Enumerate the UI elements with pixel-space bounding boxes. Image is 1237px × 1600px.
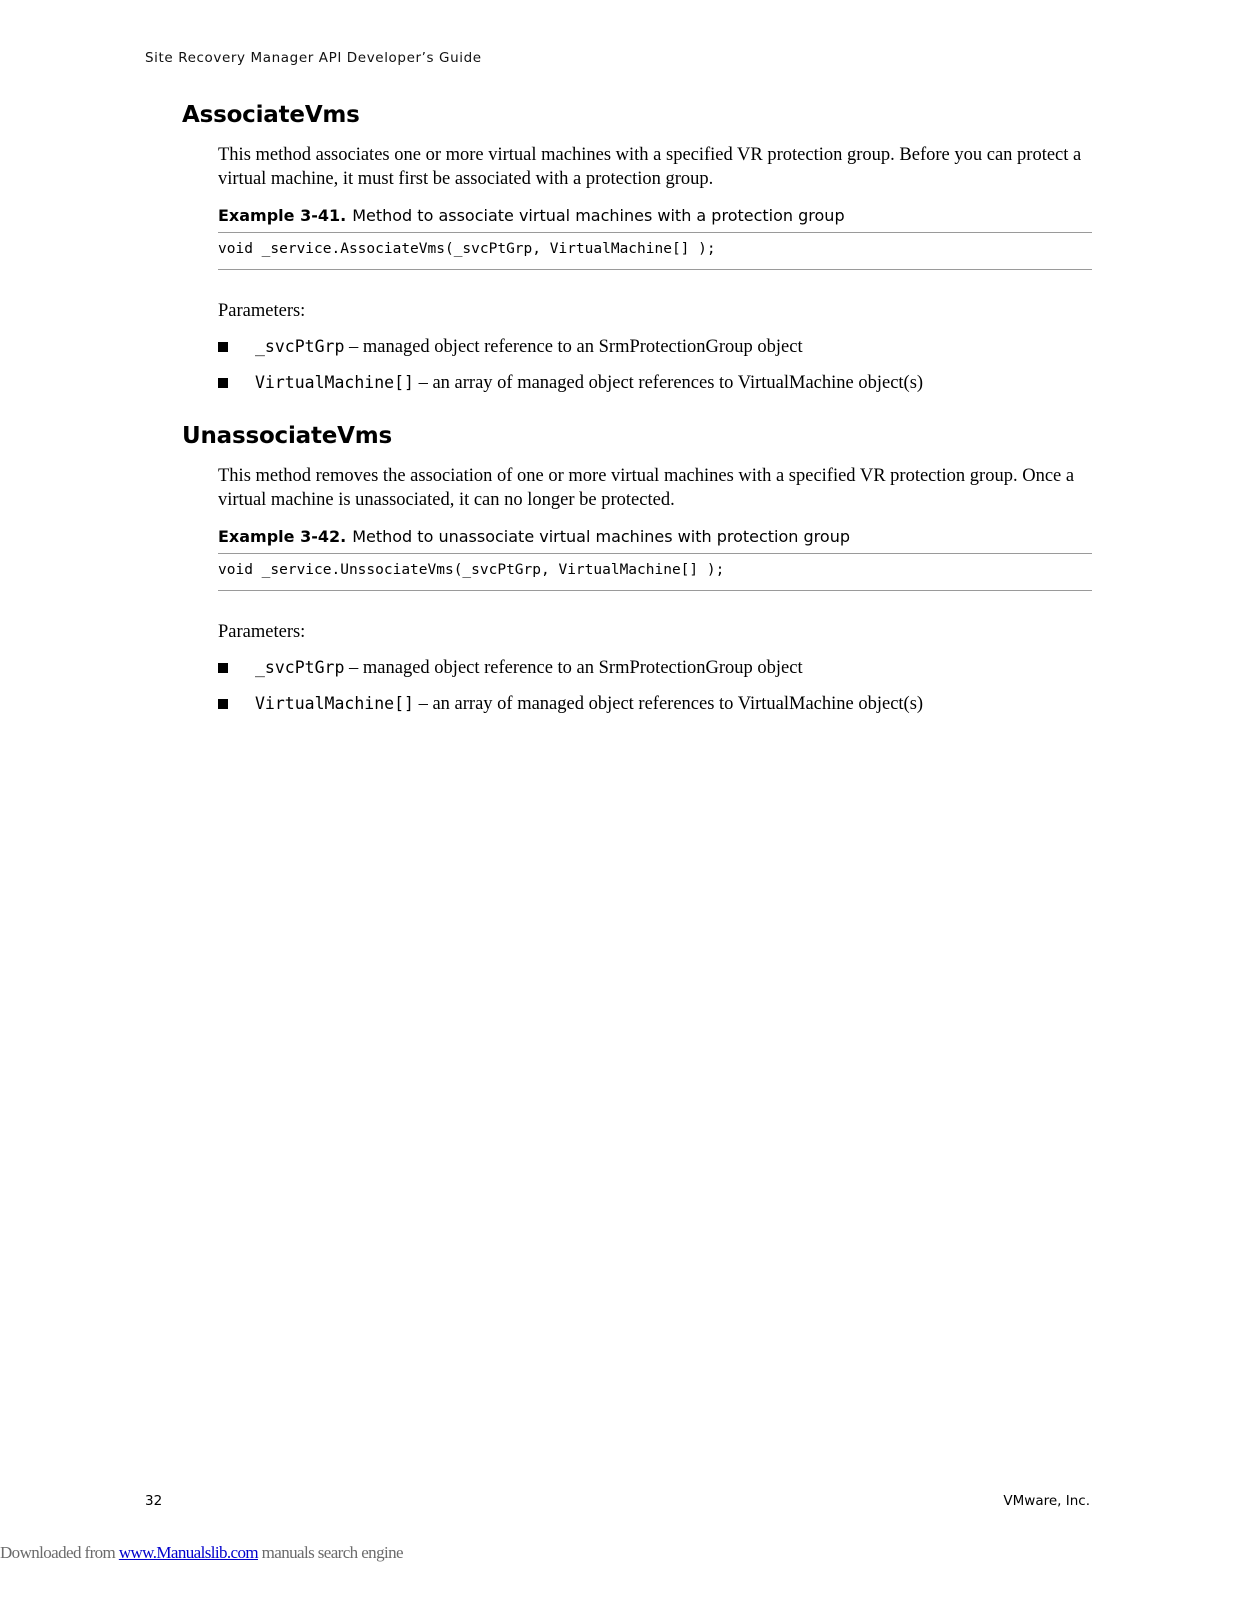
download-suffix: manuals search engine xyxy=(258,1543,403,1562)
example-number: Example 3-41. xyxy=(218,206,347,225)
parameter-item xyxy=(218,656,1092,680)
section-description: This method removes the association of one or more virtual machines with a specified VR protection group. Once a virtual machine is unassociated, it can no longer be protected. xyxy=(218,466,1075,510)
parameter-description: – managed object reference to an SrmProtectionGroup object xyxy=(344,658,803,678)
section-heading: UnassociateVms xyxy=(182,423,393,449)
parameters-label: Parameters: xyxy=(218,622,306,642)
square-bullet-icon xyxy=(218,342,228,352)
section-description: This method associates one or more virtual machines with a specified VR protection group. Before you can protect a virtual machine, it must first be associated with a protection group. xyxy=(218,145,1082,189)
parameter-description: – managed object reference to an SrmProtectionGroup object xyxy=(344,337,803,357)
parameter-item xyxy=(218,371,1092,395)
parameter-item xyxy=(218,692,1092,716)
parameter-description: – an array of managed object references to VirtualMachine object(s) xyxy=(413,373,924,393)
parameter-name: VirtualMachine[] xyxy=(255,373,414,392)
manualslib-link[interactable]: www.Manualslib.com xyxy=(118,1543,259,1562)
parameter-list xyxy=(218,335,1092,395)
parameter-item xyxy=(218,335,1092,359)
code-block: void _service.UnssociateVms(_svcPtGrp, VirtualMachine[] ); xyxy=(218,553,1092,591)
download-prefix: Downloaded from xyxy=(0,1543,119,1562)
parameter-name: _svcPtGrp xyxy=(255,337,345,356)
parameter-name: VirtualMachine[] xyxy=(255,694,414,713)
parameter-description: – an array of managed object references to VirtualMachine object(s) xyxy=(413,694,924,714)
parameters-label: Parameters: xyxy=(218,301,306,321)
download-banner xyxy=(0,1543,403,1563)
parameter-name: _svcPtGrp xyxy=(255,658,345,677)
section-heading: AssociateVms xyxy=(182,102,360,128)
running-header: Site Recovery Manager API Developer’s Guide xyxy=(145,50,482,66)
parameter-list xyxy=(218,656,1092,716)
code-block: void _service.AssociateVms(_svcPtGrp, VirtualMachine[] ); xyxy=(218,232,1092,270)
section-body xyxy=(218,144,1092,395)
page-number: 32 xyxy=(145,1493,163,1509)
example-title: Method to associate virtual machines with a protection group xyxy=(352,206,845,225)
example-caption xyxy=(218,526,1092,548)
section-associate-vms xyxy=(182,100,1092,407)
example-caption xyxy=(218,205,1092,227)
square-bullet-icon xyxy=(218,663,228,673)
square-bullet-icon xyxy=(218,378,228,388)
example-title: Method to unassociate virtual machines with protection group xyxy=(352,527,850,546)
section-body xyxy=(218,465,1092,716)
section-unassociate-vms xyxy=(182,421,1092,728)
example-number: Example 3-42. xyxy=(218,527,347,546)
publisher-name: VMware, Inc. xyxy=(1003,1493,1090,1509)
square-bullet-icon xyxy=(218,699,228,709)
